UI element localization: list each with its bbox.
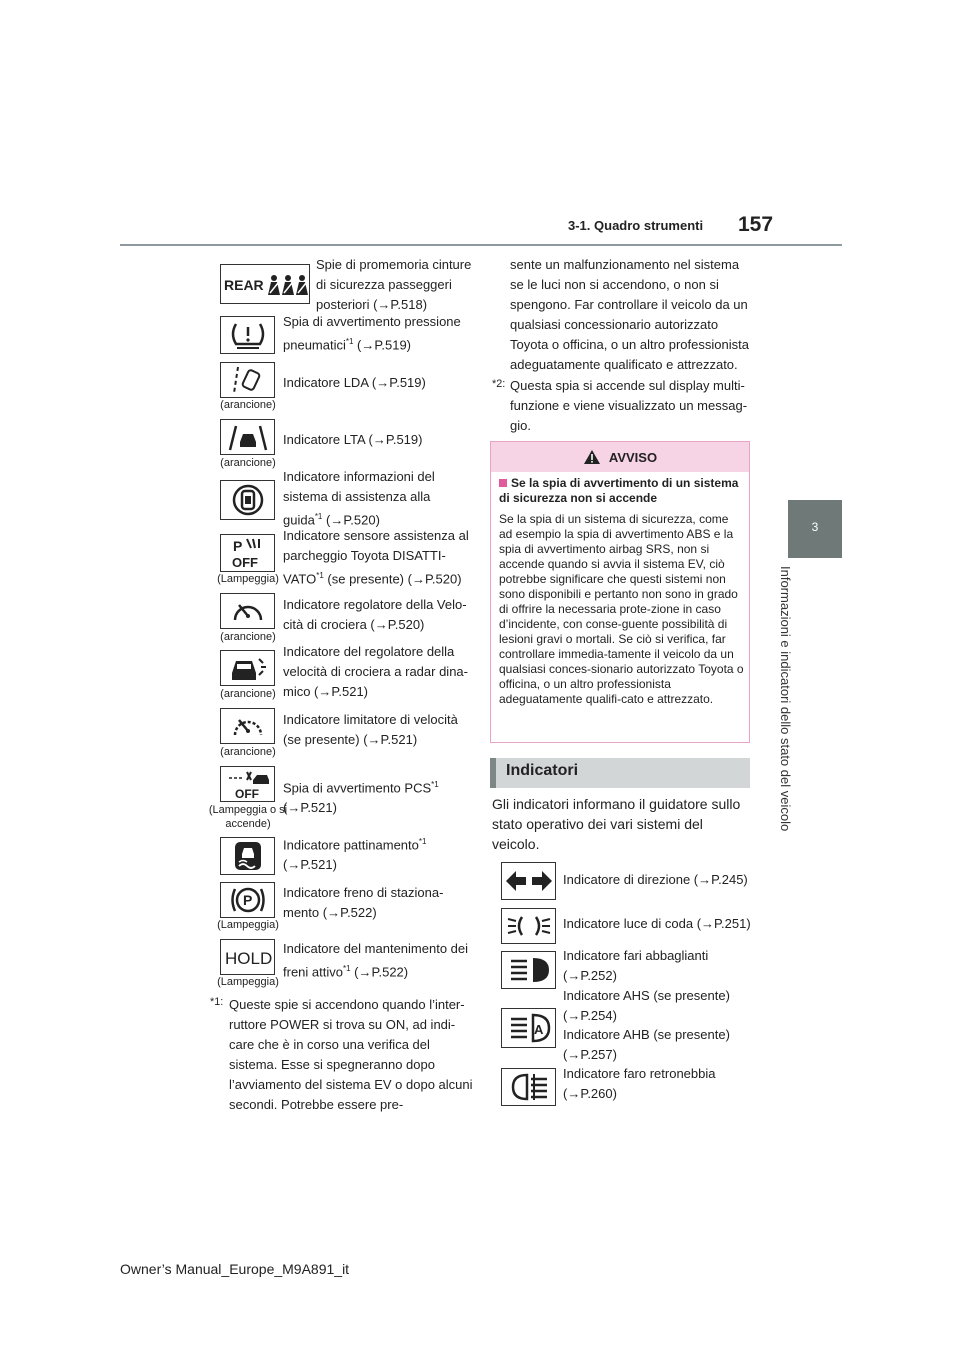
bullet-square-icon (499, 479, 507, 487)
pcs-desc: Spia di avvertimento PCS$^{*1}$ (→P.521) (283, 780, 439, 816)
indicators-heading-bar (490, 758, 750, 788)
rear-seatbelt-desc: Spie di promemoria cinture di sicurezza passeggeri posteriori (→P.518) (316, 257, 472, 312)
turn-signal-desc: Indicatore di direzione (→P.245) (563, 872, 748, 887)
lta-icon (220, 419, 275, 455)
ahs-icon (501, 1008, 556, 1048)
page-number: 157 (738, 213, 774, 236)
pcs-off-label: OFF (234, 787, 259, 800)
radar-cruise-icon (220, 650, 275, 686)
rear-label: REAR (224, 277, 264, 293)
hold-caption: (Lampeggia) (217, 976, 279, 988)
pcs-off-icon (220, 766, 275, 802)
lda-desc: Indicatore LDA (→P.519) (283, 375, 426, 390)
indicators-heading: Indicatori (506, 762, 579, 779)
chapter-title (778, 566, 814, 866)
slip-icon (220, 837, 275, 875)
radar-cruise-caption: (arancione) (220, 688, 276, 700)
parking-sensor-desc: Indicatore sensore assistenza al parcheggio Toyota DISATTI-VATO$^{*1}$ (se presente) (→P.520) (283, 528, 469, 587)
hold-desc: Indicatore del mantenimento dei freni attivo$^{*1}$ (→P.522) (283, 941, 469, 980)
radar-cruise-desc: Indicatore del regolatore della velocità di crociera a radar dina-mico (→P.521) (283, 644, 468, 699)
parking-brake-caption: (Lampeggia) (217, 919, 279, 931)
pcs-caption: (Lampeggia o si accende) (208, 804, 288, 830)
warning-subtitle: Se la spia di avvertimento di un sistema di sicurezza non si accende (499, 476, 739, 505)
high-beam-desc: Indicatore fari abbaglianti (→P.252) (563, 948, 709, 983)
svg-text:P: P (242, 892, 252, 908)
hold-icon (220, 939, 275, 975)
tire-pressure-icon (220, 316, 275, 354)
cruise-control-desc: Indicatore regolatore della Velo-cità di crociera (→P.520) (283, 597, 467, 632)
footnote1-text: Queste spie si accendono quando l’inter-ruttore POWER si trova su ON, ad indi-care che è in corso una verifica del sistema. Esse si spegneranno dopo l’avviamento del sistema EV o dopo alcuni secondi. Potrebbe essere pre- (229, 997, 473, 1112)
chapter-title-text: Informazioni e indicatori dello stato del veicolo (778, 566, 793, 832)
speed-limiter-icon (220, 708, 275, 744)
lda-caption: (arancione) (220, 399, 276, 411)
footnote1-continued: sente un malfunzionamento nel sistema se le luci non si accendono, o non si spengono. Far controllare il veicolo da un qualsiasi concessionario autorizzato Toyota o officina, o un altro professionista adeguatamente qualificato e attrezzato. (510, 257, 749, 372)
turn-signal-icon (501, 862, 556, 900)
indicators-intro: Gli indicatori informano il guidatore sullo stato operativo dei vari sistemi del veicolo. (492, 796, 741, 852)
footnote2-text: Questa spia si accende sul display multi-funzione e viene visualizzato un messag-gio. (510, 378, 748, 433)
speed-limiter-caption: (arancione) (220, 746, 276, 758)
svg-text:A: A (533, 1022, 543, 1037)
ahb-desc: Indicatore AHB (se presente) (→P.257) (563, 1027, 730, 1062)
speed-limiter-desc: Indicatore limitatore di velocità (se presente) (→P.521) (283, 712, 458, 747)
lta-desc: Indicatore LTA (→P.519) (283, 432, 423, 447)
section-title: 3-1. Quadro strumenti (568, 218, 704, 233)
slip-desc: Indicatore pattinamento$^{*1}$ (→P.521) (283, 837, 427, 873)
warning-header (491, 442, 749, 472)
footnote1-mark: *1: (210, 996, 224, 1008)
parking-sensor-off-icon (220, 534, 275, 572)
warning-box (490, 441, 750, 743)
rear-seatbelt-icon (220, 264, 310, 304)
parking-off-label: OFF (231, 555, 258, 570)
rear-fog-desc: Indicatore faro retronebbia (→P.260) (563, 1066, 716, 1101)
cruise-control-caption: (arancione) (220, 631, 276, 643)
tire-pressure-desc: Spia di avvertimento pressione pneumatici$^{*1}$ (→P.519) (283, 314, 461, 353)
rear-fog-icon (501, 1068, 556, 1106)
svg-text:P: P (232, 538, 242, 554)
driving-support-desc: Indicatore informazioni del sistema di assistenza alla guida$^{*1}$ (→P.520) (283, 469, 435, 528)
cruise-control-icon (220, 593, 275, 629)
warning-body: Se la spia di un sistema di sicurezza, come ad esempio la spia di avvertimento ABS e la spia di avvertimento airbag SRS, non si accende quando si avvia il sistema EV, ciò potrebbe significare che questi sistemi non sono disponibili e pertanto non sono in grado di offrire la necessaria prote-zione in caso d’incidente, con conse-guente possibilità di lesioni gravi o mortali. Se ciò si verifica, far controllare immedia-tamente il veicolo da un qualsiasi conces-sionario autorizzato Toyota o officina, o un altro professionista adeguatamente qualifi-cato e attrezzato. (499, 512, 744, 706)
driving-support-icon (220, 480, 275, 520)
chapter-number: 3 (811, 520, 819, 534)
parking-sensor-caption: (Lampeggia) (217, 573, 279, 585)
tail-light-desc: Indicatore luce di coda (→P.251) (563, 916, 751, 931)
parking-brake-icon (220, 882, 275, 918)
footnote2-mark: *2: (492, 378, 506, 390)
warning-icon (583, 449, 601, 465)
lta-caption: (arancione) (220, 457, 276, 469)
tail-light-icon (501, 908, 556, 944)
parking-brake-desc: Indicatore freno di staziona-mento (→P.522) (283, 885, 444, 920)
warning-title: AVVISO (608, 449, 658, 465)
footer-manual-id: Owner’s Manual_Europe_M9A891_it (120, 1261, 350, 1277)
high-beam-icon (501, 951, 556, 989)
hold-label: HOLD (224, 949, 272, 968)
lda-icon (220, 362, 275, 398)
ahs-desc: Indicatore AHS (se presente) (→P.254) (563, 988, 730, 1023)
header-divider (120, 244, 842, 246)
